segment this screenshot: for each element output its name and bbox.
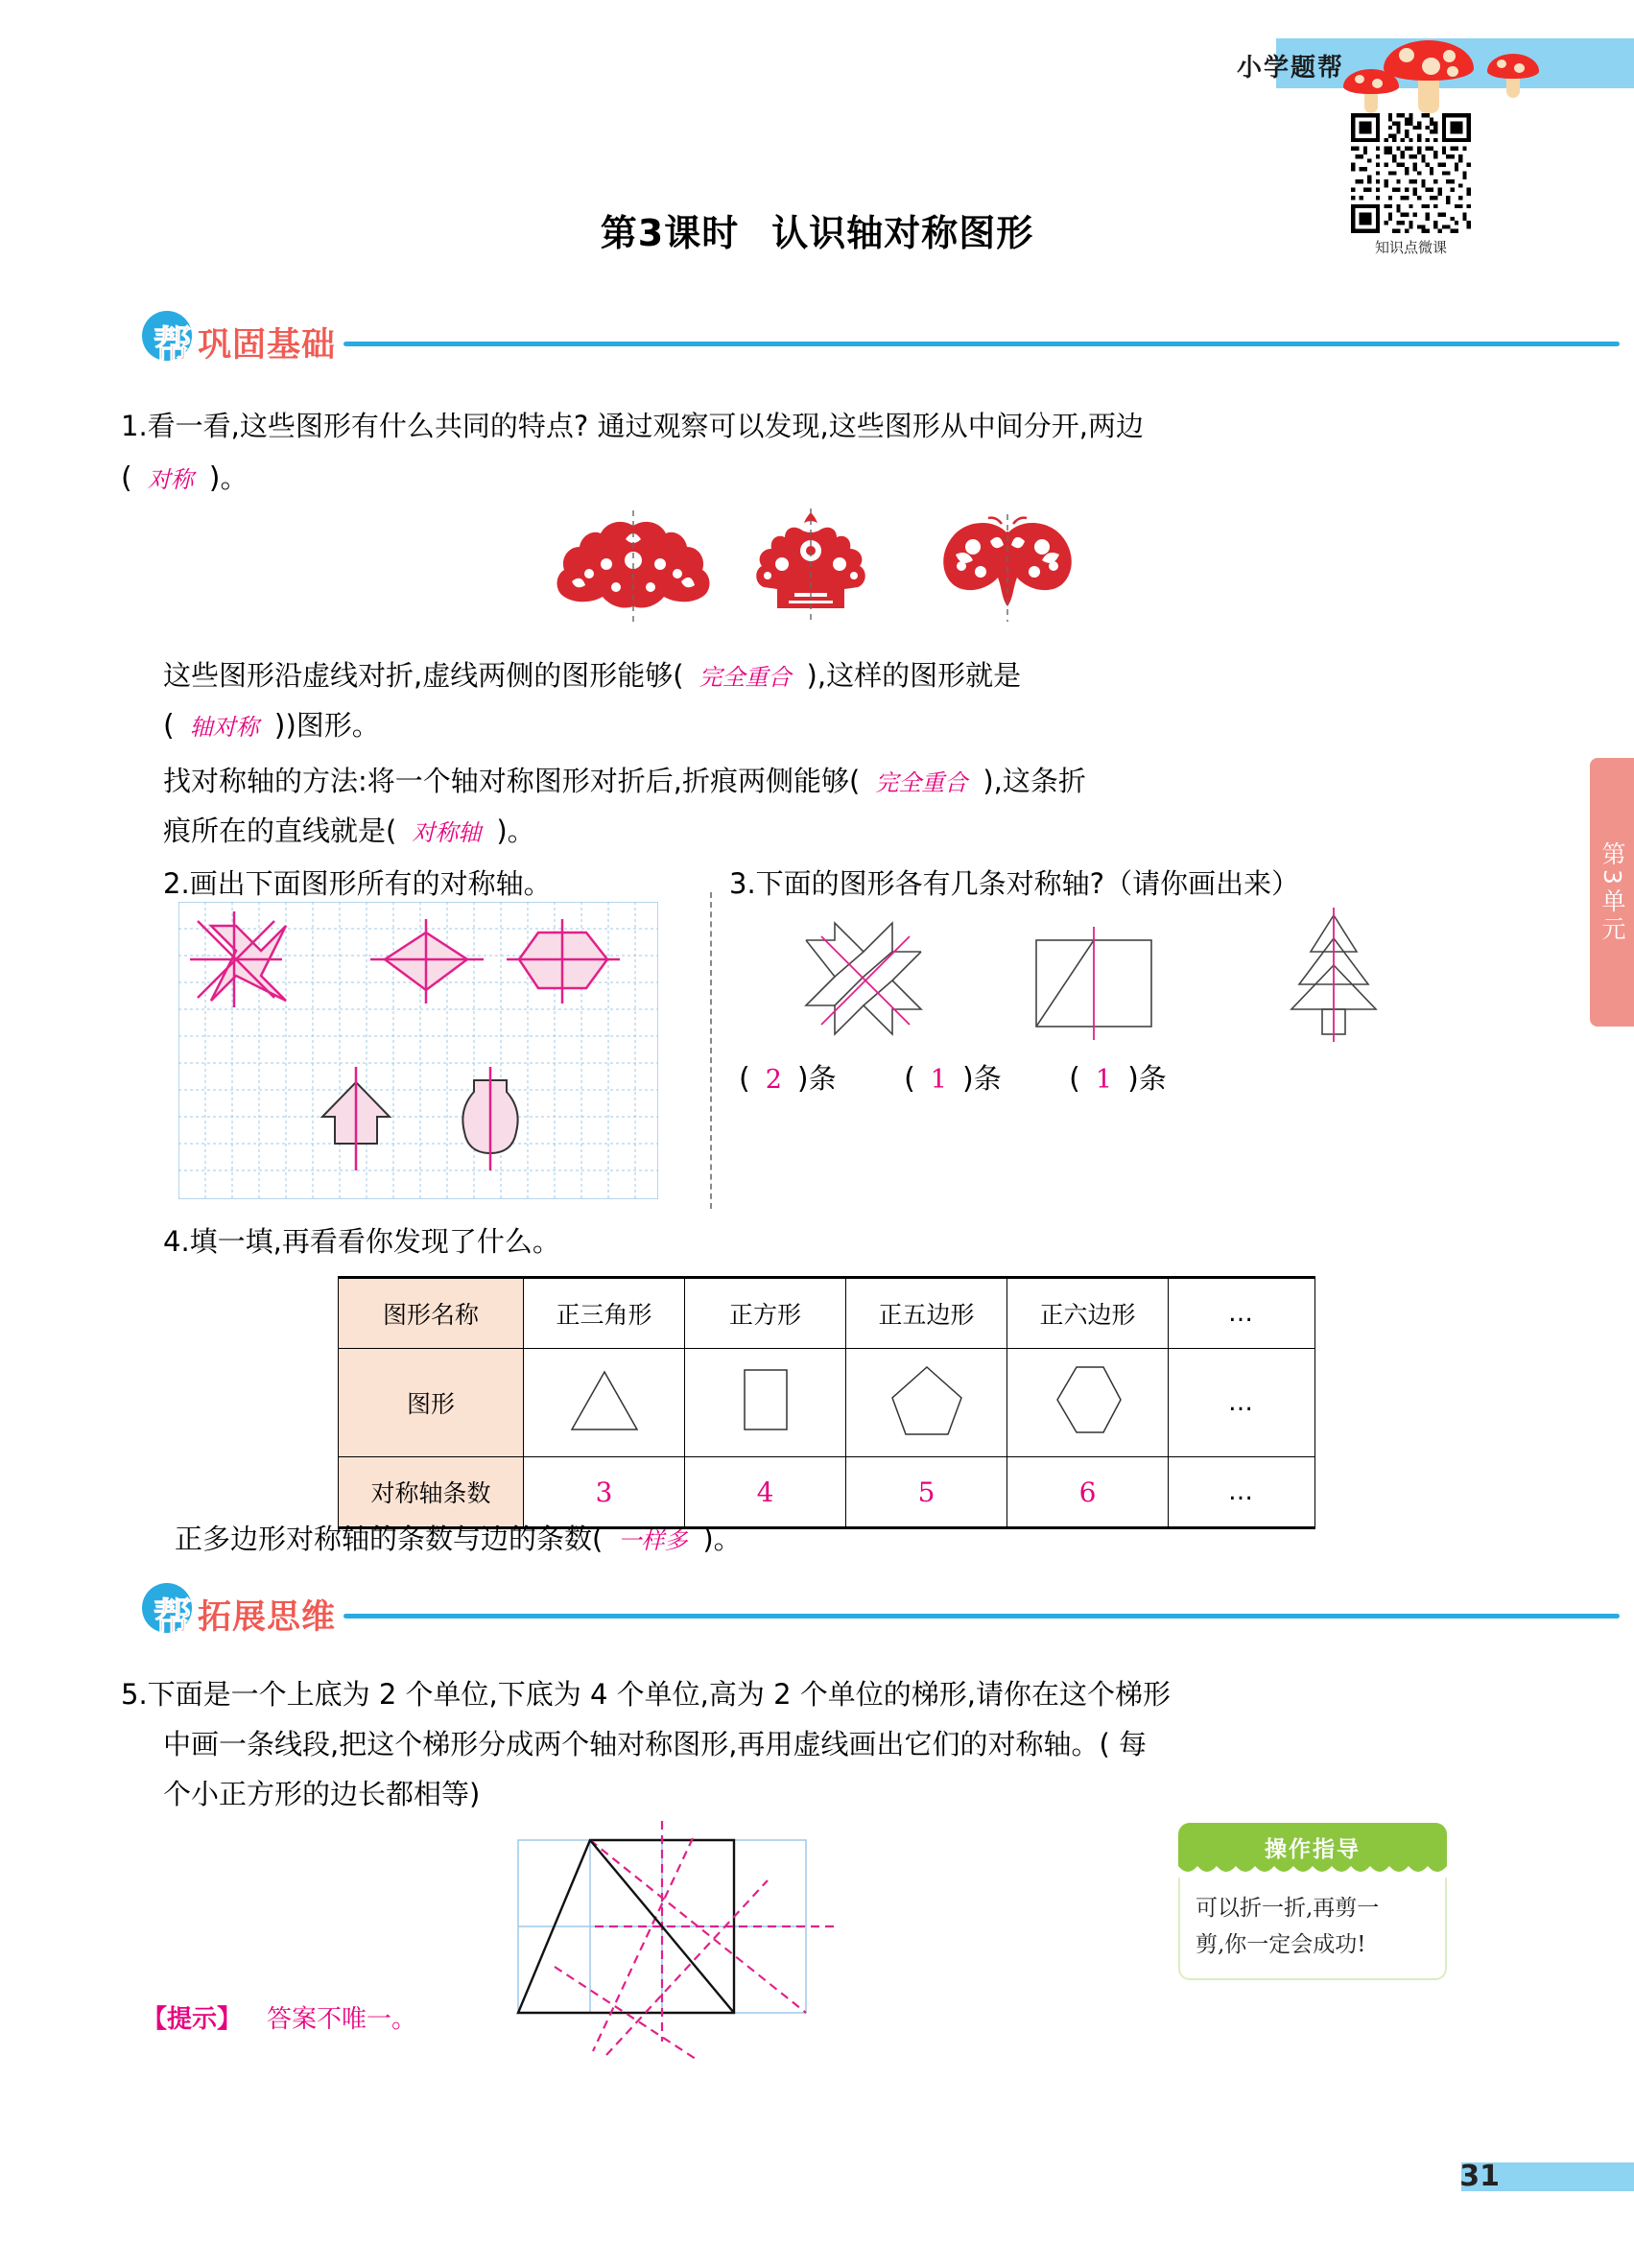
paren-open: ( bbox=[121, 461, 132, 495]
operation-guide-title bbox=[1178, 1823, 1447, 1877]
papercut-figure-2 bbox=[739, 508, 883, 622]
cell-shape-ellipsis: … bbox=[1169, 1349, 1315, 1457]
question-1-para-3-line-2 bbox=[163, 806, 535, 858]
unit-side-tab: 第3单元 bbox=[1590, 758, 1634, 1027]
cell-name-3: 正六边形 bbox=[1007, 1278, 1169, 1349]
q1-p3d: )。 bbox=[496, 815, 535, 847]
question-5-line-1 bbox=[121, 1669, 1512, 1719]
cell-shape-square bbox=[685, 1349, 846, 1457]
mushroom-right-icon bbox=[1485, 50, 1541, 98]
question-3-figure-square-diagonal bbox=[1007, 911, 1180, 1046]
question-3-figure-pinwheel bbox=[768, 911, 959, 1046]
papercut-figures bbox=[547, 508, 1113, 624]
q4-text: 填一填,再看看你发现了什么。 bbox=[189, 1225, 560, 1258]
lesson-number: 第3课时 bbox=[600, 212, 740, 254]
section-header-expand bbox=[142, 1581, 1485, 1640]
q5-number: 5. bbox=[121, 1678, 148, 1711]
hint-row bbox=[142, 1999, 416, 2035]
section-rule bbox=[343, 342, 1620, 346]
question-2-figure-grid bbox=[178, 902, 658, 1199]
hint-label: 【提示】 bbox=[142, 2005, 243, 2034]
operation-guide-body bbox=[1178, 1877, 1447, 1980]
papercut-figure-3-butterfly bbox=[931, 514, 1084, 627]
header-banner-mask bbox=[0, 38, 1276, 88]
question-4 bbox=[163, 1217, 560, 1266]
hint-text: 答案不唯一。 bbox=[267, 2005, 417, 2034]
section-title-label: 巩固基础 bbox=[198, 326, 337, 365]
q3-answer-2[interactable]: 1 bbox=[930, 1065, 947, 1095]
q3-number: 3. bbox=[729, 867, 756, 900]
cell-shape-hexagon bbox=[1007, 1349, 1169, 1457]
cell-name-1: 正方形 bbox=[685, 1278, 846, 1349]
operation-guide-title-text: 操作指导 bbox=[1265, 1837, 1361, 1862]
q1-answer-2[interactable]: 完全重合 bbox=[699, 664, 792, 691]
q1-answer-1[interactable]: 对称 bbox=[147, 466, 194, 493]
question-4-conclusion bbox=[175, 1514, 742, 1566]
q2-text: 画出下面图形所有的对称轴。 bbox=[189, 867, 552, 900]
question-1-para-3-line-1 bbox=[163, 756, 1506, 808]
question-5-line-2 bbox=[163, 1719, 1526, 1769]
paren-open: ( bbox=[904, 1062, 915, 1096]
q1-p2a: 这些图形沿虚线对折,虚线两侧的图形能够( bbox=[163, 659, 684, 692]
q3-unit-2: 条 bbox=[973, 1062, 1002, 1095]
q3-text: 下面的图形各有几条对称轴?（请你画出来） bbox=[755, 867, 1300, 900]
q4-number: 4. bbox=[163, 1225, 190, 1258]
paren-close: ) bbox=[1127, 1062, 1139, 1096]
paren-open: ( bbox=[163, 709, 175, 743]
paren-close: ) bbox=[208, 461, 221, 495]
paren-close: ) bbox=[961, 1062, 974, 1096]
cell-name-0: 正三角形 bbox=[524, 1278, 685, 1349]
cell-count-0[interactable]: 3 bbox=[524, 1457, 685, 1528]
cell-name-2: 正五边形 bbox=[846, 1278, 1007, 1349]
question-3-figure-tree bbox=[1247, 902, 1420, 1046]
operation-guide-line-1: 可以折一折,再剪一 bbox=[1196, 1896, 1380, 1921]
question-1-para-2-line-1 bbox=[163, 650, 1506, 702]
q1-answer-4[interactable]: 完全重合 bbox=[875, 769, 968, 796]
q1-p3c: 痕所在的直线就是( bbox=[163, 815, 397, 847]
q1-p2c: )图形。 bbox=[285, 709, 380, 742]
question-5-figure-trapezoid bbox=[480, 1813, 864, 2063]
q3-answer-3[interactable]: 1 bbox=[1095, 1065, 1113, 1095]
row-header-count: 对称轴条数 bbox=[339, 1457, 524, 1528]
cell-count-3[interactable]: 6 bbox=[1007, 1457, 1169, 1528]
q5-text-3: 个小正方形的边长都相等) bbox=[163, 1778, 481, 1810]
wave-divider-icon bbox=[1178, 1866, 1447, 1878]
symmetry-axes bbox=[555, 1821, 835, 2061]
q5-text-2: 中画一条线段,把这个梯形分成两个轴对称图形,再用虚线画出它们的对称轴。( 每 bbox=[163, 1728, 1147, 1760]
column-divider bbox=[710, 892, 712, 1209]
operation-guide-box bbox=[1178, 1823, 1447, 1980]
paren-close: ) bbox=[273, 709, 286, 743]
q3-unit-1: 条 bbox=[808, 1062, 837, 1095]
qr-caption: 知识点微课 bbox=[1374, 239, 1447, 256]
cell-name-4: … bbox=[1169, 1278, 1315, 1349]
table-row-shapes bbox=[339, 1349, 1315, 1457]
q1-text-1: 看一看,这些图形有什么共同的特点? 通过观察可以发现,这些图形从中间分开,两边 bbox=[147, 410, 1144, 442]
table-row-names bbox=[339, 1278, 1315, 1349]
cell-shape-pentagon bbox=[846, 1349, 1007, 1457]
papercut-figure-1 bbox=[547, 510, 720, 624]
question-3 bbox=[729, 859, 1299, 909]
q3-answer-1[interactable]: 2 bbox=[765, 1065, 782, 1095]
q1-answer-3[interactable]: 轴对称 bbox=[189, 714, 259, 741]
section-badge-label: 帮 bbox=[154, 1595, 192, 1640]
q4-conclusion-answer[interactable]: 一样多 bbox=[618, 1527, 688, 1554]
q1-p3b: ),这条折 bbox=[983, 765, 1086, 797]
cell-count-1[interactable]: 4 bbox=[685, 1457, 846, 1528]
q1-p2b: ),这样的图形就是 bbox=[806, 659, 1022, 692]
q1-p3a: 找对称轴的方法:将一个轴对称图形对折后,折痕两侧能够( bbox=[163, 765, 861, 797]
paren-open: ( bbox=[739, 1062, 750, 1096]
polygon-axis-table bbox=[338, 1276, 1315, 1529]
section-badge-label: 帮 bbox=[154, 323, 192, 367]
question-5-line-3 bbox=[163, 1769, 480, 1819]
section-title-label: 拓展思维 bbox=[198, 1598, 337, 1637]
page-number: 31 bbox=[1459, 2160, 1500, 2193]
question-1-blank-row bbox=[121, 453, 248, 505]
q4-concl-b: )。 bbox=[702, 1523, 742, 1555]
question-1-line-1 bbox=[121, 401, 1503, 451]
q5-text-1: 下面是一个上底为 2 个单位,下底为 4 个单位,高为 2 个单位的梯形,请你在这个梯形 bbox=[147, 1678, 1171, 1711]
paren-close: ) bbox=[796, 1062, 809, 1096]
q4-concl-a: 正多边形对称轴的条数与边的条数( bbox=[175, 1523, 604, 1555]
q2-number: 2. bbox=[163, 867, 190, 900]
operation-guide-line-2: 剪,你一定会成功! bbox=[1196, 1932, 1366, 1957]
page-title bbox=[0, 203, 1634, 256]
cell-count-2[interactable]: 5 bbox=[846, 1457, 1007, 1528]
q1-tail-1: 。 bbox=[220, 461, 249, 494]
section-rule bbox=[343, 1614, 1620, 1618]
lesson-name: 认识轴对称图形 bbox=[771, 212, 1034, 254]
row-header-shape: 图形 bbox=[339, 1349, 524, 1457]
paren-open: ( bbox=[1069, 1062, 1080, 1096]
cell-shape-triangle bbox=[524, 1349, 685, 1457]
mushroom-small-icon bbox=[1341, 63, 1401, 113]
q1-answer-5[interactable]: 对称轴 bbox=[412, 819, 482, 846]
brand-title: 小学题帮 bbox=[1236, 54, 1344, 83]
q1-number: 1. bbox=[121, 410, 148, 442]
question-3-answers bbox=[739, 1053, 1167, 1105]
section-header-consolidate bbox=[142, 309, 1485, 367]
q3-unit-3: 条 bbox=[1138, 1062, 1167, 1095]
row-header-name: 图形名称 bbox=[339, 1278, 524, 1349]
question-1-para-2-line-2 bbox=[163, 700, 380, 752]
cell-count-4: … bbox=[1169, 1457, 1315, 1528]
